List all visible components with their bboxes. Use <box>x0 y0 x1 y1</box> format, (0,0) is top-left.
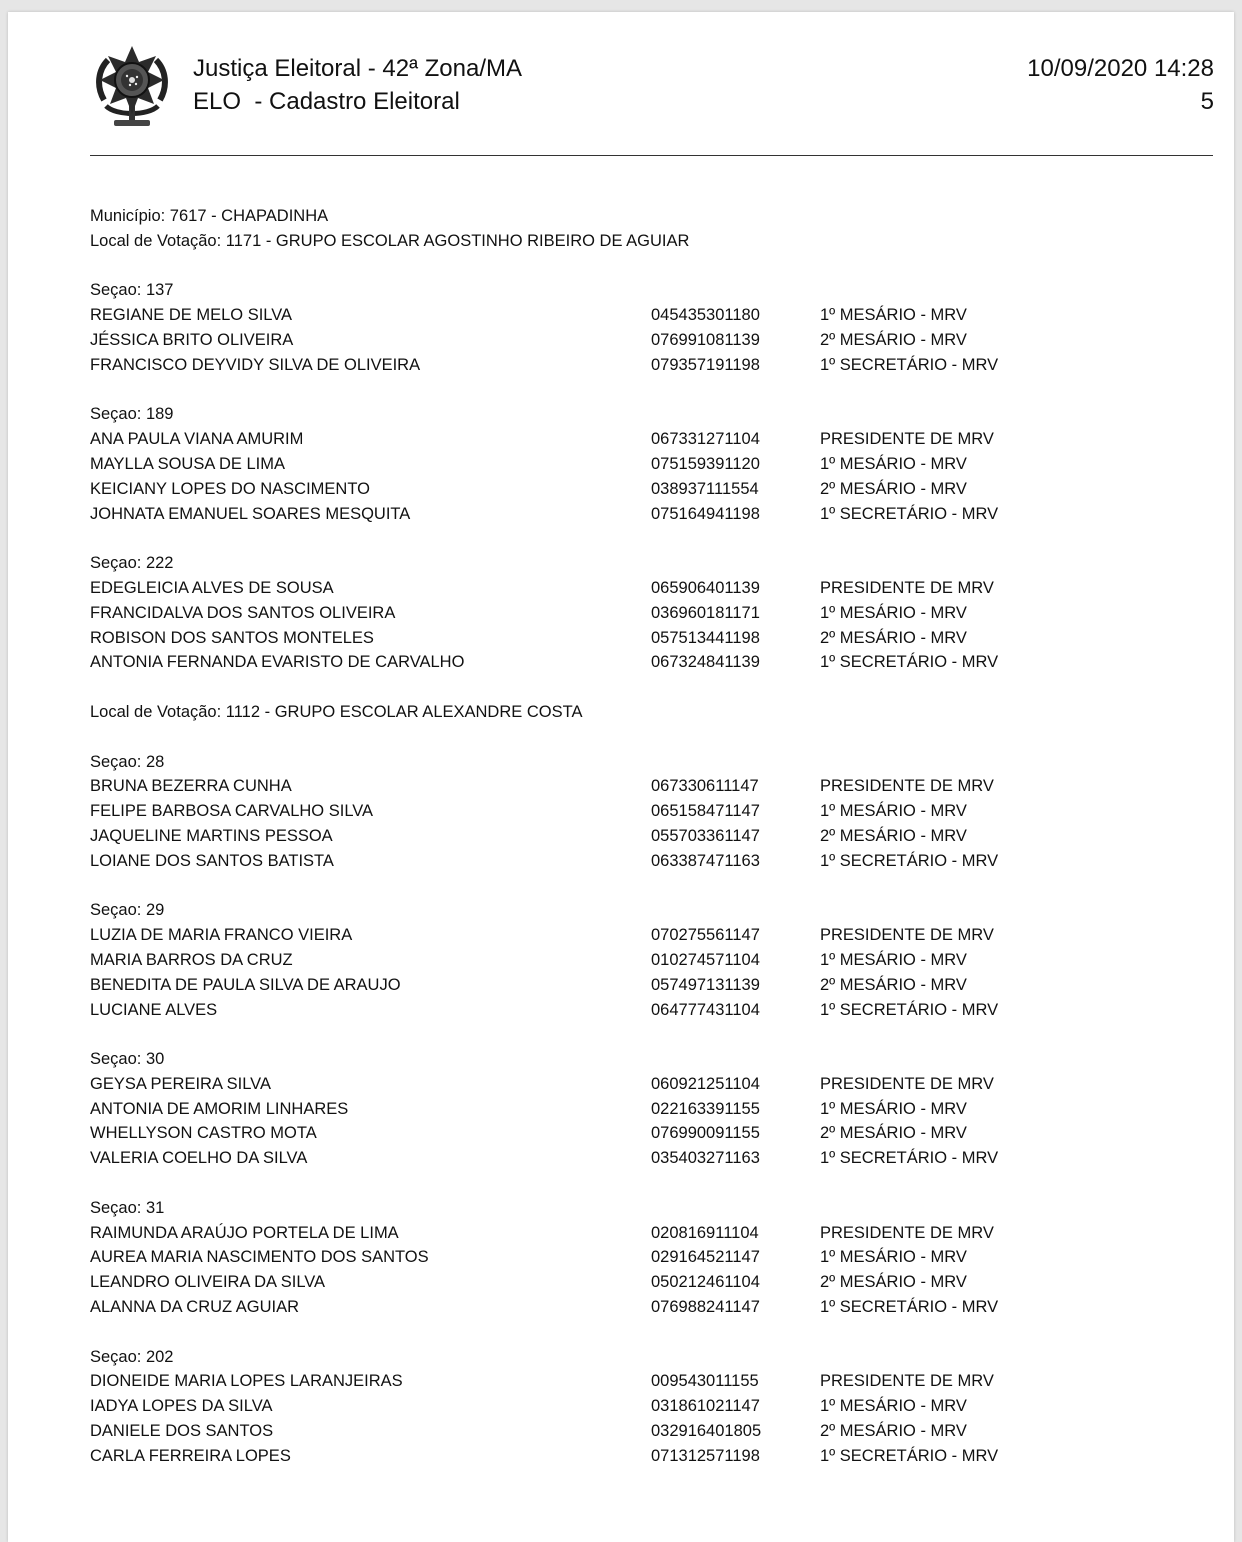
member-row <box>90 601 1190 626</box>
member-role: PRESIDENTE DE MRV <box>820 777 994 796</box>
member-row <box>90 1221 1190 1246</box>
member-name: RAIMUNDA ARAÚJO PORTELA DE LIMA <box>90 1223 399 1242</box>
member-name: AUREA MARIA NASCIMENTO DOS SANTOS <box>90 1248 429 1267</box>
member-name: ANA PAULA VIANA AMURIM <box>90 430 304 449</box>
member-role: PRESIDENTE DE MRV <box>820 1223 994 1242</box>
local-votacao-label: Local de Votação: 1171 - GRUPO ESCOLAR AGOSTINHO RIBEIRO DE AGUIAR <box>90 231 690 250</box>
member-row <box>90 923 1190 948</box>
member-row <box>90 650 1190 675</box>
member-name: CARLA FERREIRA LOPES <box>90 1446 291 1465</box>
member-voter-id: 071312571198 <box>651 1446 760 1465</box>
report-meta <box>1027 52 1214 118</box>
secao-label: Seçao: 29 <box>90 901 165 920</box>
member-row <box>90 576 1190 601</box>
member-role: 1º SECRETÁRIO - MRV <box>820 504 999 523</box>
member-name: FRANCIDALVA DOS SANTOS OLIVEIRA <box>90 603 396 622</box>
member-voter-id: 076988241147 <box>651 1298 760 1317</box>
title-line-1: Justiça Eleitoral - 42ª Zona/MA <box>193 55 523 82</box>
member-voter-id: 055703361147 <box>651 826 760 845</box>
member-voter-id: 050212461104 <box>651 1273 760 1292</box>
member-role: 2º MESÁRIO - MRV <box>820 975 967 994</box>
member-role: 1º MESÁRIO - MRV <box>820 1248 967 1267</box>
member-name: MAYLLA SOUSA DE LIMA <box>90 454 286 473</box>
member-role: 2º MESÁRIO - MRV <box>820 1124 967 1143</box>
member-row <box>90 1146 1190 1171</box>
report-title <box>193 52 522 118</box>
member-role: 1º MESÁRIO - MRV <box>820 454 967 473</box>
member-name: BENEDITA DE PAULA SILVA DE ARAUJO <box>90 975 401 994</box>
member-voter-id: 075159391120 <box>651 454 760 473</box>
member-row <box>90 1444 1190 1469</box>
member-row <box>90 353 1190 378</box>
member-row <box>90 626 1190 651</box>
member-voter-id: 063387471163 <box>651 851 760 870</box>
member-voter-id: 057513441198 <box>651 628 760 647</box>
member-name: ROBISON DOS SANTOS MONTELES <box>90 628 374 647</box>
member-role: 2º MESÁRIO - MRV <box>820 330 967 349</box>
member-row <box>90 477 1190 502</box>
member-role: 1º SECRETÁRIO - MRV <box>820 653 999 672</box>
member-name: ANTONIA DE AMORIM LINHARES <box>90 1099 349 1118</box>
member-row <box>90 1419 1190 1444</box>
secao-label: Seçao: 31 <box>90 1198 165 1217</box>
member-name: IADYA LOPES DA SILVA <box>90 1397 273 1416</box>
member-row <box>90 824 1190 849</box>
member-voter-id: 057497131139 <box>651 975 760 994</box>
member-name: REGIANE DE MELO SILVA <box>90 306 293 325</box>
member-role: PRESIDENTE DE MRV <box>820 1372 994 1391</box>
member-voter-id: 075164941198 <box>651 504 760 523</box>
coat-of-arms-seal-icon <box>92 42 172 128</box>
member-role: PRESIDENTE DE MRV <box>820 1074 994 1093</box>
municipio-label: Município: 7617 - CHAPADINHA <box>90 207 329 225</box>
spacer <box>90 254 1190 279</box>
member-role: 1º MESÁRIO - MRV <box>820 306 967 325</box>
member-role: PRESIDENTE DE MRV <box>820 430 994 449</box>
member-row <box>90 1097 1190 1122</box>
local-votacao-label: Local de Votação: 1112 - GRUPO ESCOLAR ALEXANDRE COSTA <box>90 702 583 721</box>
member-name: DANIELE DOS SANTOS <box>90 1422 274 1441</box>
member-voter-id: 064777431104 <box>651 1000 760 1019</box>
page-number: 5 <box>1200 88 1214 115</box>
member-role: 2º MESÁRIO - MRV <box>820 826 967 845</box>
member-name: LUCIANE ALVES <box>90 1000 218 1019</box>
member-name: JOHNATA EMANUEL SOARES MESQUITA <box>90 504 411 523</box>
member-name: GEYSA PEREIRA SILVA <box>90 1074 271 1093</box>
member-row <box>90 502 1190 527</box>
secao-label: Seçao: 137 <box>90 281 174 300</box>
secao-label: Seçao: 30 <box>90 1050 165 1069</box>
report-datetime: 10/09/2020 14:28 <box>1027 55 1214 82</box>
member-voter-id: 045435301180 <box>651 306 760 325</box>
member-voter-id: 031861021147 <box>651 1397 760 1416</box>
member-role: 2º MESÁRIO - MRV <box>820 1273 967 1292</box>
member-role: 1º SECRETÁRIO - MRV <box>820 1000 999 1019</box>
member-voter-id: 010274571104 <box>651 950 760 969</box>
member-voter-id: 076990091155 <box>651 1124 760 1143</box>
member-name: JÉSSICA BRITO OLIVEIRA <box>90 330 294 349</box>
member-role: PRESIDENTE DE MRV <box>820 926 994 945</box>
member-role: 2º MESÁRIO - MRV <box>820 479 967 498</box>
member-row <box>90 303 1190 328</box>
member-role: 1º SECRETÁRIO - MRV <box>820 1446 999 1465</box>
member-role: 1º MESÁRIO - MRV <box>820 802 967 821</box>
member-voter-id: 065158471147 <box>651 802 760 821</box>
spacer <box>90 675 1190 700</box>
member-row <box>90 973 1190 998</box>
member-role: 1º SECRETÁRIO - MRV <box>820 1149 999 1168</box>
member-role: 1º SECRETÁRIO - MRV <box>820 355 999 374</box>
member-voter-id: 060921251104 <box>651 1074 760 1093</box>
spacer <box>90 526 1190 551</box>
title-line-2: ELO - Cadastro Eleitoral <box>193 88 460 115</box>
document-page <box>8 12 1234 1542</box>
spacer <box>90 725 1190 750</box>
member-name: VALERIA COELHO DA SILVA <box>90 1149 308 1168</box>
member-role: 2º MESÁRIO - MRV <box>820 1422 967 1441</box>
member-row <box>90 1072 1190 1097</box>
header-divider <box>90 155 1213 156</box>
member-name: LEANDRO OLIVEIRA DA SILVA <box>90 1273 326 1292</box>
member-voter-id: 035403271163 <box>651 1149 760 1168</box>
member-role: 1º SECRETÁRIO - MRV <box>820 851 999 870</box>
member-voter-id: 032916401805 <box>651 1422 762 1441</box>
member-voter-id: 029164521147 <box>651 1248 760 1267</box>
spacer <box>90 1171 1190 1196</box>
member-name: EDEGLEICIA ALVES DE SOUSA <box>90 578 334 597</box>
report-body <box>90 204 1190 1469</box>
member-name: DIONEIDE MARIA LOPES LARANJEIRAS <box>90 1372 403 1391</box>
member-voter-id: 038937111554 <box>651 479 759 498</box>
member-role: 1º MESÁRIO - MRV <box>820 603 967 622</box>
member-name: LUZIA DE MARIA FRANCO VIEIRA <box>90 926 353 945</box>
member-role: PRESIDENTE DE MRV <box>820 578 994 597</box>
member-row <box>90 1369 1190 1394</box>
member-row <box>90 1295 1190 1320</box>
member-voter-id: 067331271104 <box>651 430 760 449</box>
spacer <box>90 1022 1190 1047</box>
member-row <box>90 1121 1190 1146</box>
member-row <box>90 1245 1190 1270</box>
spacer <box>90 1320 1190 1345</box>
member-voter-id: 036960181171 <box>651 603 760 622</box>
member-voter-id: 076991081139 <box>651 330 760 349</box>
member-voter-id: 067324841139 <box>651 653 760 672</box>
member-voter-id: 022163391155 <box>651 1099 760 1118</box>
secao-label: Seçao: 189 <box>90 405 174 424</box>
spacer <box>90 874 1190 899</box>
member-row <box>90 1270 1190 1295</box>
member-name: LOIANE DOS SANTOS BATISTA <box>90 851 334 870</box>
member-row <box>90 849 1190 874</box>
member-role: 2º MESÁRIO - MRV <box>820 628 967 647</box>
member-row <box>90 774 1190 799</box>
member-voter-id: 009543011155 <box>651 1372 759 1391</box>
member-row <box>90 998 1190 1023</box>
member-voter-id: 065906401139 <box>651 578 760 597</box>
member-role: 1º MESÁRIO - MRV <box>820 1099 967 1118</box>
member-voter-id: 020816911104 <box>651 1223 759 1242</box>
member-name: KEICIANY LOPES DO NASCIMENTO <box>90 479 370 498</box>
member-name: ALANNA DA CRUZ AGUIAR <box>90 1298 300 1317</box>
secao-label: Seçao: 202 <box>90 1347 174 1366</box>
spacer <box>90 378 1190 403</box>
secao-label: Seçao: 222 <box>90 554 174 573</box>
member-row <box>90 328 1190 353</box>
member-name: ANTONIA FERNANDA EVARISTO DE CARVALHO <box>90 653 465 672</box>
member-name: FRANCISCO DEYVIDY SILVA DE OLIVEIRA <box>90 355 421 374</box>
member-role: 1º MESÁRIO - MRV <box>820 950 967 969</box>
member-row <box>90 427 1190 452</box>
member-name: WHELLYSON CASTRO MOTA <box>90 1124 317 1143</box>
member-voter-id: 067330611147 <box>651 777 759 796</box>
member-row <box>90 948 1190 973</box>
secao-label: Seçao: 28 <box>90 752 165 771</box>
member-voter-id: 070275561147 <box>651 926 760 945</box>
member-row <box>90 1394 1190 1419</box>
member-voter-id: 079357191198 <box>651 355 760 374</box>
member-name: MARIA BARROS DA CRUZ <box>90 950 293 969</box>
member-name: JAQUELINE MARTINS PESSOA <box>90 826 333 845</box>
member-role: 1º SECRETÁRIO - MRV <box>820 1298 999 1317</box>
member-name: FELIPE BARBOSA CARVALHO SILVA <box>90 802 374 821</box>
member-row <box>90 452 1190 477</box>
member-role: 1º MESÁRIO - MRV <box>820 1397 967 1416</box>
member-row <box>90 799 1190 824</box>
member-name: BRUNA BEZERRA CUNHA <box>90 777 292 796</box>
